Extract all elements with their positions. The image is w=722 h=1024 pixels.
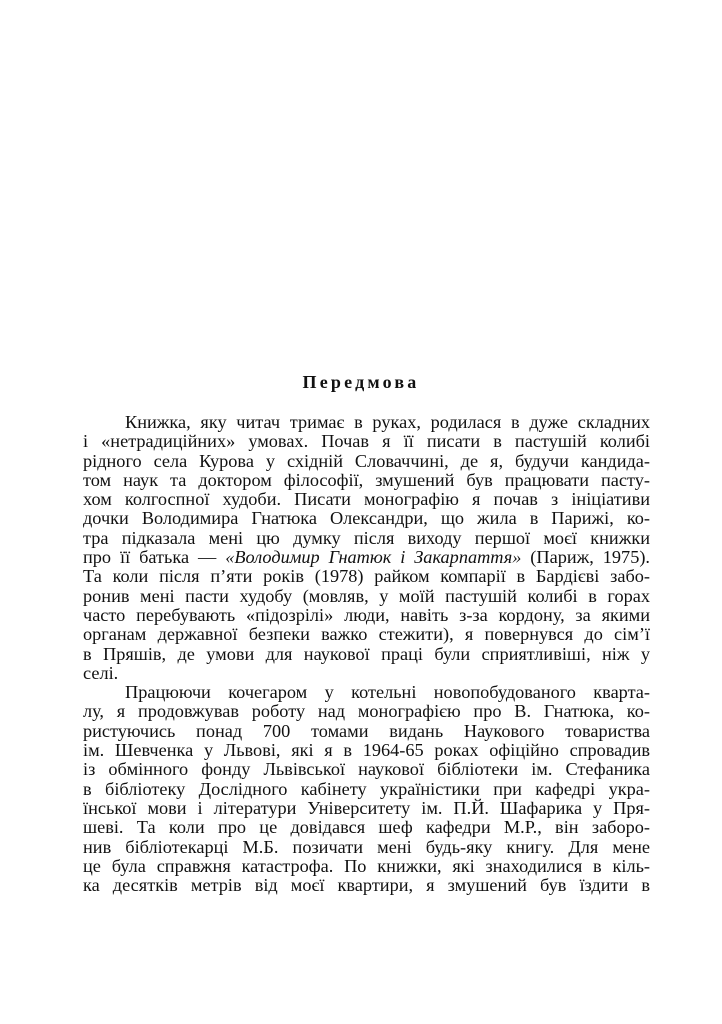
text-line: Та коли після п’яти років (1978) райком компарії в Бардієві забо- xyxy=(83,566,650,587)
text-line: рідного села Курова у східній Словаччині, де я, будучи кандида- xyxy=(83,450,650,471)
text-line xyxy=(83,548,650,567)
text-line: дочки Володимира Гнатюка Олександри, що жила в Парижі, ко- xyxy=(83,508,650,529)
page-title: Передмова xyxy=(302,372,420,392)
text-line: хом колгоспної худоби. Писати монографію я почав з ініціативи xyxy=(83,489,650,510)
text-run: про її батька — xyxy=(83,547,226,568)
text-line: в Пряшів, де умови для наукової праці були сприятливіші, ніж у xyxy=(83,643,650,664)
text-line: селі. xyxy=(83,662,119,683)
text-line: ронив мені пасти худобу (мовляв, у моїй пастушій колибі в горах xyxy=(83,585,650,606)
body-text xyxy=(83,413,650,895)
text-line: нив бібліотекарці М.Б. позичати мені будь-яку книгу. Для мене xyxy=(83,836,650,857)
text-line: часто перебувають «підозрілі» люди, навіть з-за кордону, за якими xyxy=(83,604,650,625)
text-line: том наук та доктором філософії, змушений був працювати пасту- xyxy=(83,469,650,490)
text-line: в бібліотеку Дослідного кабінету україністики при кафедрі укра- xyxy=(83,778,650,799)
text-line: шеві. Та коли про це довідався шеф кафедри М.Р., він заборо- xyxy=(83,817,650,838)
text-line: ім. Шевченка у Львові, які я в 1964-65 роках офіційно спровадив xyxy=(83,740,650,761)
text-line: Книжка, яку читач тримає в руках, родилася в дуже складних xyxy=(125,412,650,432)
paragraph-2 xyxy=(83,683,650,895)
text-line: і «нетрадиційних» умовах. Почав я її писати в пастушій колибі xyxy=(83,431,650,452)
text-line: лу, я продовжував роботу над монографією про В. Гнатюка, ко- xyxy=(83,701,650,722)
book-title-italic: «Володимир Гнатюк і Закарпаття» xyxy=(225,547,522,568)
text-line: тра підказала мені цю думку після виходу першої моєї книжки xyxy=(83,527,650,548)
text-line: їнської мови і літератури Університету ім. П.Й. Шафарика у Пря- xyxy=(83,797,650,818)
text-run: (Париж, 1975). xyxy=(521,547,650,568)
text-line: із обмінного фонду Львівської наукової бібліотеки ім. Стефаника xyxy=(83,759,650,780)
text-line: ристуючись понад 700 томами видань Наукового товариства xyxy=(83,720,650,741)
paragraph-1 xyxy=(83,413,650,683)
text-line: ка десятків метрів від моєї квартири, я змушений був їздити в xyxy=(83,875,650,896)
text-line: Працюючи кочегаром у котельні новопобудованого кварта- xyxy=(125,682,650,703)
text-line: органам державної безпеки важко стежити), я повернувся до сім’ї xyxy=(83,624,650,645)
text-line: це була справжня катастрофа. По книжки, які знаходилися в кіль- xyxy=(83,855,650,876)
